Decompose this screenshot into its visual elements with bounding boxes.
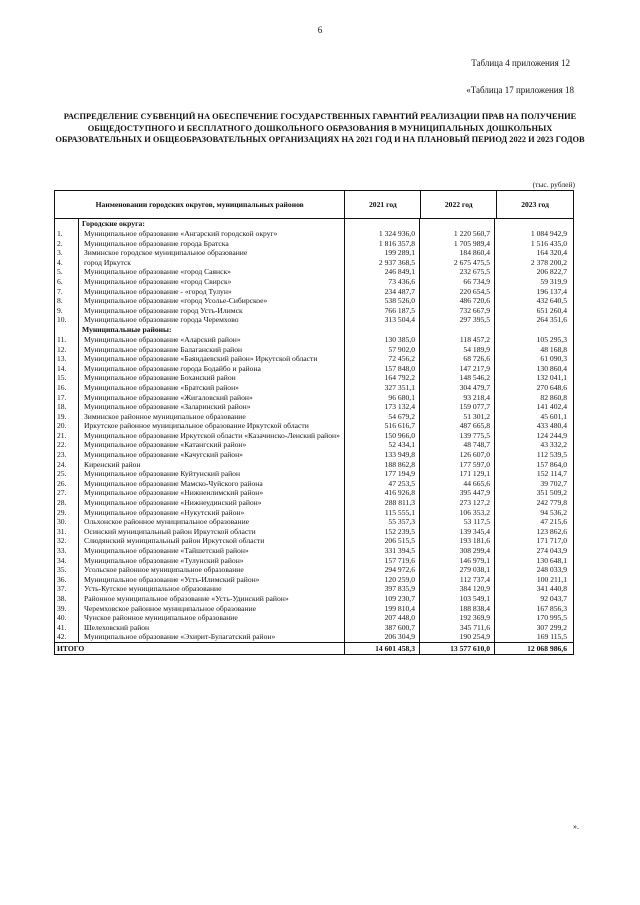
- row-number: 27.: [55, 488, 79, 498]
- table-row: [55, 613, 573, 623]
- row-number: 38.: [55, 594, 79, 604]
- total-2022: 13 577 610,0: [420, 643, 495, 654]
- value-2021: 120 259,0: [345, 575, 420, 585]
- value-2023: 94 536,2: [540, 507, 567, 517]
- row-number: 33.: [55, 546, 79, 556]
- value-2021: 766 187,5: [345, 306, 420, 316]
- row-number: 34.: [55, 556, 79, 566]
- value-2021: 288 811,3: [345, 498, 420, 508]
- table-row: [55, 450, 573, 460]
- group-num-cell: [55, 325, 79, 335]
- table-row: [55, 479, 573, 489]
- closing-mark: ».: [573, 822, 579, 831]
- value-2022: 190 254,9: [420, 632, 495, 642]
- value-2023: 242 779,8: [536, 498, 567, 508]
- row-name: Муниципальное образование Балаганский район: [79, 345, 345, 355]
- value-2023: 206 822,7: [536, 267, 567, 277]
- group-heading-row: [55, 325, 573, 335]
- row-number: 19.: [55, 412, 79, 422]
- value-2023: 351 509,2: [536, 488, 567, 498]
- value-2021: 206 304,9: [345, 632, 420, 642]
- value-2022: 279 038,1: [420, 565, 495, 575]
- total-row: [55, 642, 573, 654]
- row-name: Ольхонское районное муниципальное образование: [79, 517, 345, 527]
- value-2022: 220 654,5: [420, 287, 495, 297]
- row-name: Муниципальное образование «Аларский район»: [79, 335, 345, 345]
- value-2023: 169 115,5: [536, 632, 567, 642]
- row-name: Муниципальное образование «Усть-Илимский район»: [79, 575, 345, 585]
- row-name: Муниципальное образование «Нукутский район»: [79, 508, 345, 518]
- table-row: [55, 421, 573, 431]
- table-reference: Таблица 4 приложения 12: [471, 58, 570, 68]
- value-2021: 246 849,1: [345, 267, 420, 277]
- unit-label: (тыс. рублей): [532, 180, 575, 189]
- table-row: [55, 508, 573, 518]
- table-row: [55, 488, 573, 498]
- table-row: [55, 287, 573, 297]
- table-row: [55, 364, 573, 374]
- value-2023: 130 860,4: [536, 363, 567, 373]
- value-2022: 732 667,9: [420, 306, 495, 316]
- value-2023: 157 864,0: [536, 459, 567, 469]
- value-2021: 47 253,5: [345, 479, 420, 489]
- table-row: [55, 354, 573, 364]
- table-row: [55, 584, 573, 594]
- value-2023: 132 041,1: [536, 373, 567, 383]
- value-2023: 171 717,0: [536, 536, 567, 546]
- row-name: Зиминское городское муниципальное образование: [79, 248, 345, 258]
- table-row: [55, 440, 573, 450]
- value-2022: 106 353,2: [420, 508, 495, 518]
- value-2022: 193 181,6: [420, 536, 495, 546]
- row-number: 20.: [55, 421, 79, 431]
- value-2023: 45 601,1: [540, 411, 567, 421]
- value-2023: 164 320,4: [536, 248, 567, 258]
- table-row: [55, 306, 573, 316]
- table-row: [55, 229, 573, 239]
- value-2023: 167 856,3: [536, 603, 567, 613]
- table-row: [55, 393, 573, 403]
- row-number: 37.: [55, 584, 79, 594]
- table-row: [55, 604, 573, 614]
- row-number: 11.: [55, 335, 79, 345]
- row-number: 18.: [55, 402, 79, 412]
- row-name: Муниципальное образование «Нижнеилимский район»: [79, 488, 345, 498]
- value-2022: 48 748,7: [420, 440, 495, 450]
- row-name: Муниципальное образование «Качугский район»: [79, 450, 345, 460]
- row-number: 28.: [55, 498, 79, 508]
- value-2023: 433 480,4: [536, 421, 567, 431]
- group-empty-cell: [345, 219, 420, 229]
- table-row: [55, 277, 573, 287]
- value-2022: 308 299,4: [420, 546, 495, 556]
- row-name: Чунское районное муниципальное образование: [79, 613, 345, 623]
- value-2021: 109 230,7: [345, 594, 420, 604]
- document-title: РАСПРЕДЕЛЕНИЕ СУБВЕНЦИЙ НА ОБЕСПЕЧЕНИЕ ГОСУДАРСТВЕННЫХ ГАРАНТИЙ РЕАЛИЗАЦИИ ПРАВ НА ПОЛУЧЕНИЕ ОБЩЕДОСТУПНОГО И БЕСПЛАТНОГО ДОШКОЛЬНОГО ОБРАЗОВАНИЯ В МУНИЦИПАЛЬНЫХ ДОШКОЛЬНЫХ ОБРАЗОВАТЕЛЬНЫХ И ОБЩЕОБРАЗОВАТЕЛЬНЫХ ОРГАНИЗАЦИЯХ НА 2021 ГОД И НА ПЛАНОВЫЙ ПЕРИОД 2022 И 2023 ГОДОВ: [55, 112, 585, 144]
- value-2023: 170 995,5: [536, 613, 567, 623]
- value-2022: 232 675,5: [420, 267, 495, 277]
- header-2022: 2022 год: [421, 191, 497, 218]
- value-2022: 53 117,5: [420, 517, 495, 527]
- value-2021: 133 949,8: [345, 450, 420, 460]
- value-2022: 297 395,5: [420, 315, 495, 325]
- row-number: 31.: [55, 527, 79, 537]
- row-number: 1.: [55, 229, 79, 239]
- table-row: [55, 373, 573, 383]
- value-2023: 112 539,5: [536, 450, 567, 460]
- row-number: 3.: [55, 248, 79, 258]
- header-2021: 2021 год: [345, 191, 421, 218]
- group-num-cell: [55, 219, 79, 229]
- row-name: Муниципальное образование города Братска: [79, 239, 345, 249]
- group-title: Городские округа:: [79, 219, 345, 229]
- total-label: ИТОГО: [55, 643, 345, 654]
- value-2021: 173 132,4: [345, 402, 420, 412]
- row-name: Усольское районное муниципальное образование: [79, 565, 345, 575]
- table-row: [55, 383, 573, 393]
- group-title: Муниципальные районы:: [79, 325, 345, 335]
- value-2022: 44 665,6: [420, 479, 495, 489]
- row-number: 8.: [55, 296, 79, 306]
- value-2021: 206 515,5: [345, 536, 420, 546]
- value-2021: 96 680,1: [345, 393, 420, 403]
- value-2021: 327 351,1: [345, 383, 420, 393]
- value-2023: 43 332,2: [540, 440, 567, 450]
- value-2023: 124 244,9: [536, 430, 567, 440]
- value-2023: 100 211,1: [536, 574, 567, 584]
- group-heading-row: [55, 219, 573, 229]
- value-2023: 59 319,9: [540, 276, 567, 286]
- value-2023: 48 168,8: [540, 344, 567, 354]
- row-name: Зиминское районное муниципальное образование: [79, 412, 345, 422]
- value-2021: 331 394,5: [345, 546, 420, 556]
- row-name: Муниципальное образование «Заларинский район»: [79, 402, 345, 412]
- value-2021: 538 526,0: [345, 296, 420, 306]
- row-number: 7.: [55, 287, 79, 297]
- value-2021: 73 436,6: [345, 277, 420, 287]
- table-row: [55, 546, 573, 556]
- value-2023: 61 090,3: [540, 354, 567, 364]
- row-name: Иркутское районное муниципальное образование Иркутской области: [79, 421, 345, 431]
- value-2023: 141 402,4: [536, 402, 567, 412]
- value-2023: 1 516 435,0: [530, 238, 567, 248]
- row-number: 16.: [55, 383, 79, 393]
- row-name: Муниципальное образование города Бодайбо и района: [79, 364, 345, 374]
- page-number: 6: [317, 25, 323, 35]
- value-2022: 139 775,5: [420, 431, 495, 441]
- row-number: 32.: [55, 536, 79, 546]
- value-2021: 164 792,2: [345, 373, 420, 383]
- value-2021: 416 926,8: [345, 488, 420, 498]
- value-2022: 1 220 560,7: [420, 229, 495, 239]
- table-row: [55, 469, 573, 479]
- table-row: [55, 623, 573, 633]
- group-empty-cell: [345, 325, 420, 335]
- row-name: Муниципальное образование Боханский район: [79, 373, 345, 383]
- table-row: [55, 315, 573, 325]
- value-2021: 55 357,3: [345, 517, 420, 527]
- row-name: Черемховское районное муниципальное образование: [79, 604, 345, 614]
- row-number: 17.: [55, 393, 79, 403]
- row-number: 42.: [55, 632, 79, 642]
- value-2023: 341 440,8: [536, 584, 567, 594]
- row-number: 21.: [55, 431, 79, 441]
- total-2023: 12 068 986,6: [527, 643, 567, 653]
- value-2021: 152 239,5: [345, 527, 420, 537]
- value-2023: 248 033,9: [536, 565, 567, 575]
- row-name: Муниципальное образование «Баяндаевский район» Иркутской области: [79, 354, 345, 364]
- table-row: [55, 335, 573, 345]
- value-2022: 51 301,2: [420, 412, 495, 422]
- value-2022: 192 369,9: [420, 613, 495, 623]
- table-row: [55, 402, 573, 412]
- total-2021: 14 601 458,3: [345, 643, 420, 654]
- row-name: Муниципальное образование город Усть-Илимск: [79, 306, 345, 316]
- row-name: Муниципальное образование «Ангарский городской округ»: [79, 229, 345, 239]
- value-2021: 150 966,0: [345, 431, 420, 441]
- value-2022: 147 217,9: [420, 364, 495, 374]
- value-2023: 196 137,4: [536, 286, 567, 296]
- table-row: [55, 536, 573, 546]
- value-2021: 157 719,6: [345, 556, 420, 566]
- value-2022: 68 726,6: [420, 354, 495, 364]
- value-2022: 487 665,8: [420, 421, 495, 431]
- value-2022: 486 720,6: [420, 296, 495, 306]
- group-empty-cell: [420, 219, 495, 229]
- row-name: Муниципальное образование «Тулунский район»: [79, 556, 345, 566]
- row-number: 41.: [55, 623, 79, 633]
- value-2021: 1 816 357,8: [345, 239, 420, 249]
- table-row: [55, 575, 573, 585]
- table-row: [55, 594, 573, 604]
- value-2022: 384 120,9: [420, 584, 495, 594]
- value-2022: 112 737,4: [420, 575, 495, 585]
- row-number: 15.: [55, 373, 79, 383]
- row-name: Муниципальное образование Иркутской области «Казачинско-Ленский район»: [79, 431, 345, 441]
- row-number: 4.: [55, 258, 79, 268]
- value-2023: 307 299,2: [536, 622, 567, 632]
- value-2021: 207 448,0: [345, 613, 420, 623]
- row-name: Муниципальное образование «Катангский район»: [79, 440, 345, 450]
- value-2023: 130 648,1: [536, 555, 567, 565]
- value-2021: 199 289,1: [345, 248, 420, 258]
- row-name: Муниципальное образование «Эхирит-Булагатский район»: [79, 632, 345, 642]
- row-name: Шелеховский район: [79, 623, 345, 633]
- row-number: 2.: [55, 239, 79, 249]
- row-name: Муниципальное образование «Нижнеудинский район»: [79, 498, 345, 508]
- value-2021: 294 972,6: [345, 565, 420, 575]
- row-number: 5.: [55, 267, 79, 277]
- value-2021: 2 937 368,5: [345, 258, 420, 268]
- row-name: Муниципальное образование «Жигаловский район»: [79, 393, 345, 403]
- row-name: Районное муниципальное образование «Усть-Удинский район»: [79, 594, 345, 604]
- table-body: [55, 219, 573, 642]
- value-2022: 148 546,2: [420, 373, 495, 383]
- value-2022: 139 345,4: [420, 527, 495, 537]
- row-number: 22.: [55, 440, 79, 450]
- table-header: [55, 191, 573, 219]
- row-name: город Иркутск: [79, 258, 345, 268]
- value-2022: 66 734,9: [420, 277, 495, 287]
- table-reference-2: «Таблица 17 приложения 18: [466, 85, 574, 95]
- value-2021: 397 835,9: [345, 584, 420, 594]
- row-number: 10.: [55, 315, 79, 325]
- value-2021: 177 194,9: [345, 469, 420, 479]
- row-name: Киренский район: [79, 460, 345, 470]
- value-2021: 387 600,7: [345, 623, 420, 633]
- row-name: Муниципальное образование «Братский район»: [79, 383, 345, 393]
- table-row: [55, 345, 573, 355]
- row-number: 39.: [55, 604, 79, 614]
- row-number: 40.: [55, 613, 79, 623]
- value-2021: 52 434,1: [345, 440, 420, 450]
- header-2023: 2023 год: [521, 200, 549, 209]
- value-2022: 395 447,9: [420, 488, 495, 498]
- value-2022: 159 077,7: [420, 402, 495, 412]
- table-row: [55, 517, 573, 527]
- value-2023: 92 043,7: [540, 593, 567, 603]
- value-2023: 432 640,5: [536, 296, 567, 306]
- value-2021: 516 616,7: [345, 421, 420, 431]
- value-2022: 188 838,4: [420, 604, 495, 614]
- group-empty-cell: [420, 325, 495, 335]
- value-2021: 188 862,8: [345, 460, 420, 470]
- table-row: [55, 556, 573, 566]
- table-row: [55, 527, 573, 537]
- row-name: Муниципальное образование города Черемхово: [79, 315, 345, 325]
- table-row: [55, 565, 573, 575]
- table-row: [55, 248, 573, 258]
- value-2021: 313 504,4: [345, 315, 420, 325]
- value-2023: 82 860,8: [540, 392, 567, 402]
- group-empty-cell: [495, 325, 571, 335]
- row-name: Муниципальное образование «город Саянск»: [79, 267, 345, 277]
- value-2023: 1 084 942,9: [530, 229, 567, 238]
- row-number: 26.: [55, 479, 79, 489]
- row-number: 6.: [55, 277, 79, 287]
- table-row: [55, 267, 573, 277]
- value-2023: 47 215,6: [540, 517, 567, 527]
- table-row: [55, 296, 573, 306]
- value-2021: 54 679,2: [345, 412, 420, 422]
- row-number: 35.: [55, 565, 79, 575]
- value-2023: 123 862,6: [536, 526, 567, 536]
- value-2022: 273 127,2: [420, 498, 495, 508]
- table-row: [55, 431, 573, 441]
- value-2021: 234 487,7: [345, 287, 420, 297]
- table-row: [55, 239, 573, 249]
- value-2022: 304 479,7: [420, 383, 495, 393]
- value-2022: 2 675 475,5: [420, 258, 495, 268]
- row-name: Слюдянский муниципальный район Иркутской области: [79, 536, 345, 546]
- value-2022: 1 705 989,4: [420, 239, 495, 249]
- value-2021: 130 385,0: [345, 335, 420, 345]
- row-number: 29.: [55, 508, 79, 518]
- row-name: Муниципальное образование - «город Тулун»: [79, 287, 345, 297]
- row-number: 13.: [55, 354, 79, 364]
- value-2022: 54 189,9: [420, 345, 495, 355]
- row-name: Осинский муниципальный район Иркутской области: [79, 527, 345, 537]
- row-number: 25.: [55, 469, 79, 479]
- table-row: [55, 258, 573, 268]
- value-2022: 177 597,0: [420, 460, 495, 470]
- group-empty-cell: [495, 219, 571, 229]
- row-number: 9.: [55, 306, 79, 316]
- row-name: Муниципальное образование Мамско-Чуйского района: [79, 479, 345, 489]
- value-2022: 118 457,2: [420, 335, 495, 345]
- value-2022: 146 979,1: [420, 556, 495, 566]
- subsidy-table: [54, 190, 574, 655]
- header-name: Наименовании городских округов, муниципальных районов: [55, 191, 345, 218]
- row-name: Муниципальное образование «город Усолье-Сибирское»: [79, 296, 345, 306]
- row-number: 24.: [55, 460, 79, 470]
- value-2021: 57 902,0: [345, 345, 420, 355]
- value-2021: 157 848,0: [345, 364, 420, 374]
- value-2021: 115 555,1: [345, 508, 420, 518]
- row-name: Муниципальное образование «Тайшетский район»: [79, 546, 345, 556]
- value-2023: 274 043,9: [536, 546, 567, 555]
- table-row: [55, 632, 573, 642]
- value-2023: 2 378 200,2: [530, 257, 567, 267]
- row-name: Муниципальное образование «город Свирск»: [79, 277, 345, 287]
- row-number: 30.: [55, 517, 79, 527]
- value-2022: 171 129,1: [420, 469, 495, 479]
- value-2021: 72 456,2: [345, 354, 420, 364]
- row-number: 12.: [55, 345, 79, 355]
- row-name: Усть-Кутское муниципальное образование: [79, 584, 345, 594]
- value-2021: 199 810,4: [345, 604, 420, 614]
- value-2023: 651 260,4: [536, 305, 567, 315]
- row-number: 23.: [55, 450, 79, 460]
- value-2022: 345 711,6: [420, 623, 495, 633]
- value-2022: 93 218,4: [420, 393, 495, 403]
- value-2023: 152 114,7: [536, 469, 567, 479]
- row-name: Муниципальное образование Куйтунский район: [79, 469, 345, 479]
- value-2023: 270 648,6: [536, 382, 567, 392]
- value-2023: 105 295,3: [536, 334, 567, 344]
- table-row: [55, 412, 573, 422]
- row-number: 36.: [55, 575, 79, 585]
- value-2022: 184 860,4: [420, 248, 495, 258]
- value-2022: 126 607,0: [420, 450, 495, 460]
- value-2021: 1 324 936,0: [345, 229, 420, 239]
- row-number: 14.: [55, 364, 79, 374]
- table-row: [55, 460, 573, 470]
- value-2023: 264 351,6: [536, 315, 567, 325]
- value-2022: 103 549,1: [420, 594, 495, 604]
- value-2023: 39 702,7: [540, 478, 567, 488]
- table-row: [55, 498, 573, 508]
